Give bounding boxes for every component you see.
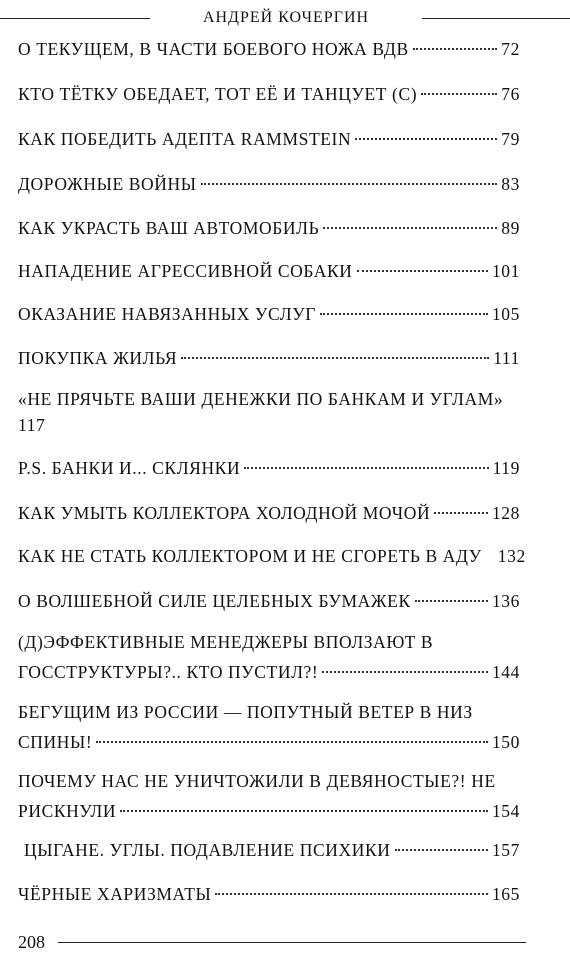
dot-leader — [415, 600, 488, 602]
toc-entry-title-line1: ПОЧЕМУ НАС НЕ УНИЧТОЖИЛИ В ДЕВЯНОСТЫЕ?! НЕ — [18, 771, 496, 791]
page-number: 208 — [18, 932, 45, 952]
toc-entry-title-line2: РИСКНУЛИ — [18, 801, 117, 821]
toc-entry-title: ОКАЗАНИЕ НАВЯЗАННЫХ УСЛУГ — [18, 304, 316, 324]
toc-entry-title: КАК УКРАСТЬ ВАШ АВТОМОБИЛЬ — [18, 218, 320, 238]
footer-rule — [58, 942, 526, 943]
toc-entry-title: ЦЫГАНЕ. УГЛЫ. ПОДАВЛЕНИЕ ПСИХИКИ — [24, 840, 391, 860]
toc-entry-title: ЧЁРНЫЕ ХАРИЗМАТЫ — [18, 884, 212, 904]
toc-entry — [18, 297, 520, 331]
toc-entry-page: 117 — [18, 415, 46, 435]
dot-leader — [434, 512, 488, 514]
dot-leader — [323, 227, 497, 229]
toc-entry-title: О ТЕКУЩЕМ, В ЧАСТИ БОЕВОГО НОЖА ВДВ — [18, 39, 409, 59]
toc-entry — [18, 32, 520, 66]
toc-entry-title-line2: ГОССТРУКТУРЫ?.. КТО ПУСТИЛ?! — [18, 662, 319, 682]
toc-entry-title: НАПАДЕНИЕ АГРЕССИВНОЙ СОБАКИ — [18, 261, 353, 281]
page-footer — [0, 930, 570, 954]
toc-entry — [18, 382, 520, 442]
toc-entry-title: КАК УМЫТЬ КОЛЛЕКТОРА ХОЛОДНОЙ МОЧОЙ — [18, 503, 431, 523]
toc-entry-title-line2-row — [18, 725, 520, 759]
header-author-name: АНДРЕЙ КОЧЕРГИН — [202, 9, 370, 26]
dot-leader — [357, 270, 488, 272]
toc-entry-page: 144 — [491, 662, 520, 682]
toc-entry-title: ДОРОЖНЫЕ ВОЙНЫ — [18, 174, 197, 194]
toc-entry — [18, 625, 520, 689]
toc-entry-title-line2-row — [18, 655, 520, 689]
toc-entry — [18, 77, 520, 111]
toc-entry — [18, 254, 520, 288]
dot-leader — [322, 671, 488, 673]
dot-leader — [120, 810, 488, 812]
toc-entry — [24, 833, 520, 867]
toc-entry-title: КТО ТЁТКУ ОБЕДАЕТ, ТОТ ЕЁ И ТАНЦУЕТ (С) — [18, 84, 418, 104]
toc-entry-page: 111 — [493, 348, 520, 368]
toc-entry — [18, 122, 520, 156]
dot-leader — [320, 313, 488, 315]
toc-entry-page: 72 — [501, 39, 520, 59]
dot-leader — [201, 183, 498, 185]
toc-entry — [18, 764, 520, 828]
toc-entry-title: P.S. БАНКИ И... СКЛЯНКИ — [18, 458, 241, 478]
toc-entry-page: 150 — [491, 732, 520, 752]
toc-entry — [18, 877, 520, 911]
toc-entry — [18, 341, 520, 375]
toc-entry — [18, 167, 520, 201]
toc-entry-page: 128 — [491, 503, 520, 523]
toc-entry-title-line2-row — [18, 794, 520, 828]
toc-entry-title: КАК ПОБЕДИТЬ АДЕПТА RAMMSTEIN — [18, 129, 352, 149]
toc-entry-title-line1: (Д)ЭФФЕКТИВНЫЕ МЕНЕДЖЕРЫ ВПОЛЗАЮТ В — [18, 632, 434, 652]
dot-leader — [421, 93, 497, 95]
dot-leader — [355, 138, 497, 140]
dot-leader — [413, 48, 498, 50]
toc-entry-page: 101 — [491, 261, 520, 281]
toc-entry-page: 105 — [491, 304, 520, 324]
toc-entry — [18, 451, 520, 485]
toc-entry-title-line1: «НЕ ПРЯЧЬТЕ ВАШИ ДЕНЕЖКИ ПО БАНКАМ И УГЛАМ» — [18, 389, 504, 409]
dot-leader — [395, 849, 488, 851]
dot-leader — [96, 741, 488, 743]
toc-entry — [18, 695, 520, 759]
toc-entry-page: 79 — [501, 129, 520, 149]
toc-entry-page: 157 — [491, 840, 520, 860]
toc-entry-page: 136 — [491, 591, 520, 611]
toc-entry-page: 76 — [501, 84, 520, 104]
dot-leader — [215, 893, 488, 895]
toc-entry-page: 119 — [492, 458, 520, 478]
toc-entry — [18, 539, 526, 573]
toc-entry — [18, 496, 520, 530]
dot-leader — [244, 467, 488, 469]
toc-entry-page: 83 — [501, 174, 520, 194]
toc-entry-title: О ВОЛШЕБНОЙ СИЛЕ ЦЕЛЕБНЫХ БУМАЖЕК — [18, 591, 411, 611]
toc-entry-title-line2: СПИНЫ! — [18, 732, 93, 752]
toc-entry-page: 154 — [491, 801, 520, 821]
toc-entry-page: 165 — [491, 884, 520, 904]
toc-entry-title-line1: БЕГУЩИМ ИЗ РОССИИ — ПОПУТНЫЙ ВЕТЕР В НИЗ — [18, 702, 473, 722]
toc-entry-title: КАК НЕ СТАТЬ КОЛЛЕКТОРОМ И НЕ СГОРЕТЬ В АДУ — [18, 546, 482, 566]
toc-entry — [18, 211, 520, 245]
toc-entry-page: 132 — [497, 546, 526, 566]
toc-entry — [18, 584, 520, 618]
dot-leader — [181, 357, 489, 359]
toc-entry-title: ПОКУПКА ЖИЛЬЯ — [18, 348, 178, 368]
toc-entry-page: 89 — [501, 218, 520, 238]
